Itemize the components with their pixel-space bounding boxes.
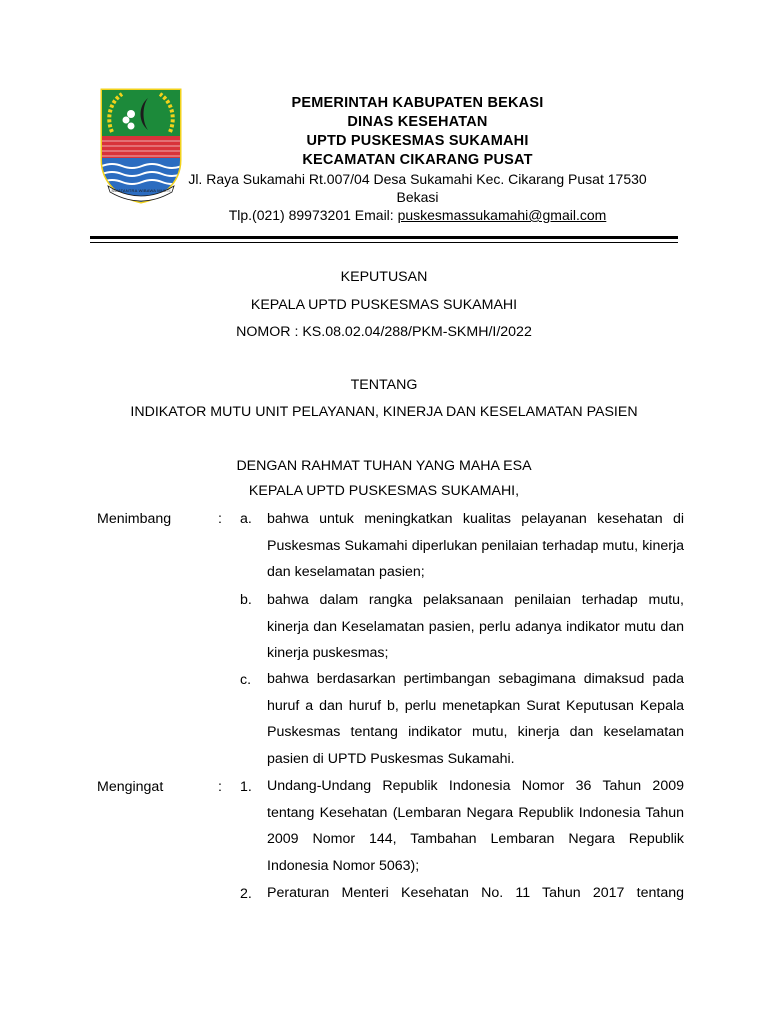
doc-invocation: DENGAN RAHMAT TUHAN YANG MAHA ESA — [236, 458, 532, 474]
mengingat-item-1: Undang-Undang Republik Indonesia Nomor 36 Tahun 2009 tentang Kesehatan (Lembaran Negara Republik Indonesia Tahun 2009 Nomor 144, Tambahan Lembaran Negara Republik Indonesia Nomor 5063); — [267, 778, 684, 874]
menimbang-marker-c: c. — [240, 672, 252, 688]
menimbang-item-b: bahwa dalam rangka pelaksanaan penilaian terhadap mutu, kinerja dan Keselamatan pasien, perlu adanya indikator mutu dan kinerja puskesmas; — [267, 592, 684, 662]
contact-phone: Tlp.(021) 89973201 Email: — [228, 207, 398, 223]
letterhead-address: Jl. Raya Sukamahi Rt.007/04 Desa Sukamahi Kec. Cikarang Pusat 17530 — [188, 171, 647, 187]
mengingat-marker-1: 1. — [240, 779, 252, 795]
letterhead — [160, 94, 675, 224]
doc-about-label: TENTANG — [350, 377, 418, 393]
mengingat-item-2: Peraturan Menteri Kesehatan No. 11 Tahun 2017 tentang — [267, 885, 684, 901]
letterhead-agency: DINAS KESEHATAN — [347, 114, 488, 130]
letterhead-unit: UPTD PUSKESMAS SUKAMAHI — [306, 133, 529, 149]
letterhead-city: Bekasi — [396, 189, 439, 205]
menimbang-item-a: bahwa untuk meningkatkan kualitas pelayanan kesehatan di Puskesmas Sukamahi diperlukan penilaian terhadap mutu, kinerja dan keselamatan pasien; — [267, 511, 684, 581]
doc-type: KEPUTUSAN — [340, 269, 428, 285]
letterhead-government: PEMERINTAH KABUPATEN BEKASI — [291, 95, 544, 111]
mengingat-label: Mengingat — [97, 779, 164, 795]
letterhead-rule-thin — [90, 242, 678, 243]
letterhead-contact — [160, 206, 675, 224]
mengingat-colon: : — [218, 779, 222, 795]
doc-issuer-2: KEPALA UPTD PUSKESMAS SUKAMAHI, — [248, 483, 520, 499]
menimbang-label: Menimbang — [97, 511, 172, 527]
letterhead-district: KECAMATAN CIKARANG PUSAT — [302, 152, 533, 168]
menimbang-colon: : — [218, 511, 222, 527]
mengingat-marker-2: 2. — [240, 886, 252, 902]
menimbang-marker-b: b. — [240, 592, 252, 608]
logo-emblem-text: SWATANTRA WIBAWA MUKTI — [111, 188, 171, 193]
contact-email-link[interactable]: puskesmassukamahi@gmail.com — [397, 207, 607, 223]
menimbang-marker-a: a. — [240, 511, 252, 527]
menimbang-item-c: bahwa berdasarkan pertimbangan sebagimana dimaksud pada huruf a dan huruf b, perlu menetapkan Surat Keputusan Kepala Puskesmas tentang indikator mutu, kinerja dan keselamatan pasien di UPTD Puskesmas Sukamahi. — [267, 671, 684, 767]
doc-issuer: KEPALA UPTD PUSKESMAS SUKAMAHI — [250, 297, 518, 313]
letterhead-rule-thick — [90, 236, 678, 239]
doc-number: NOMOR : KS.08.02.04/288/PKM-SKMH/I/2022 — [236, 324, 532, 340]
doc-subject: INDIKATOR MUTU UNIT PELAYANAN, KINERJA DAN KESELAMATAN PASIEN — [130, 404, 638, 420]
